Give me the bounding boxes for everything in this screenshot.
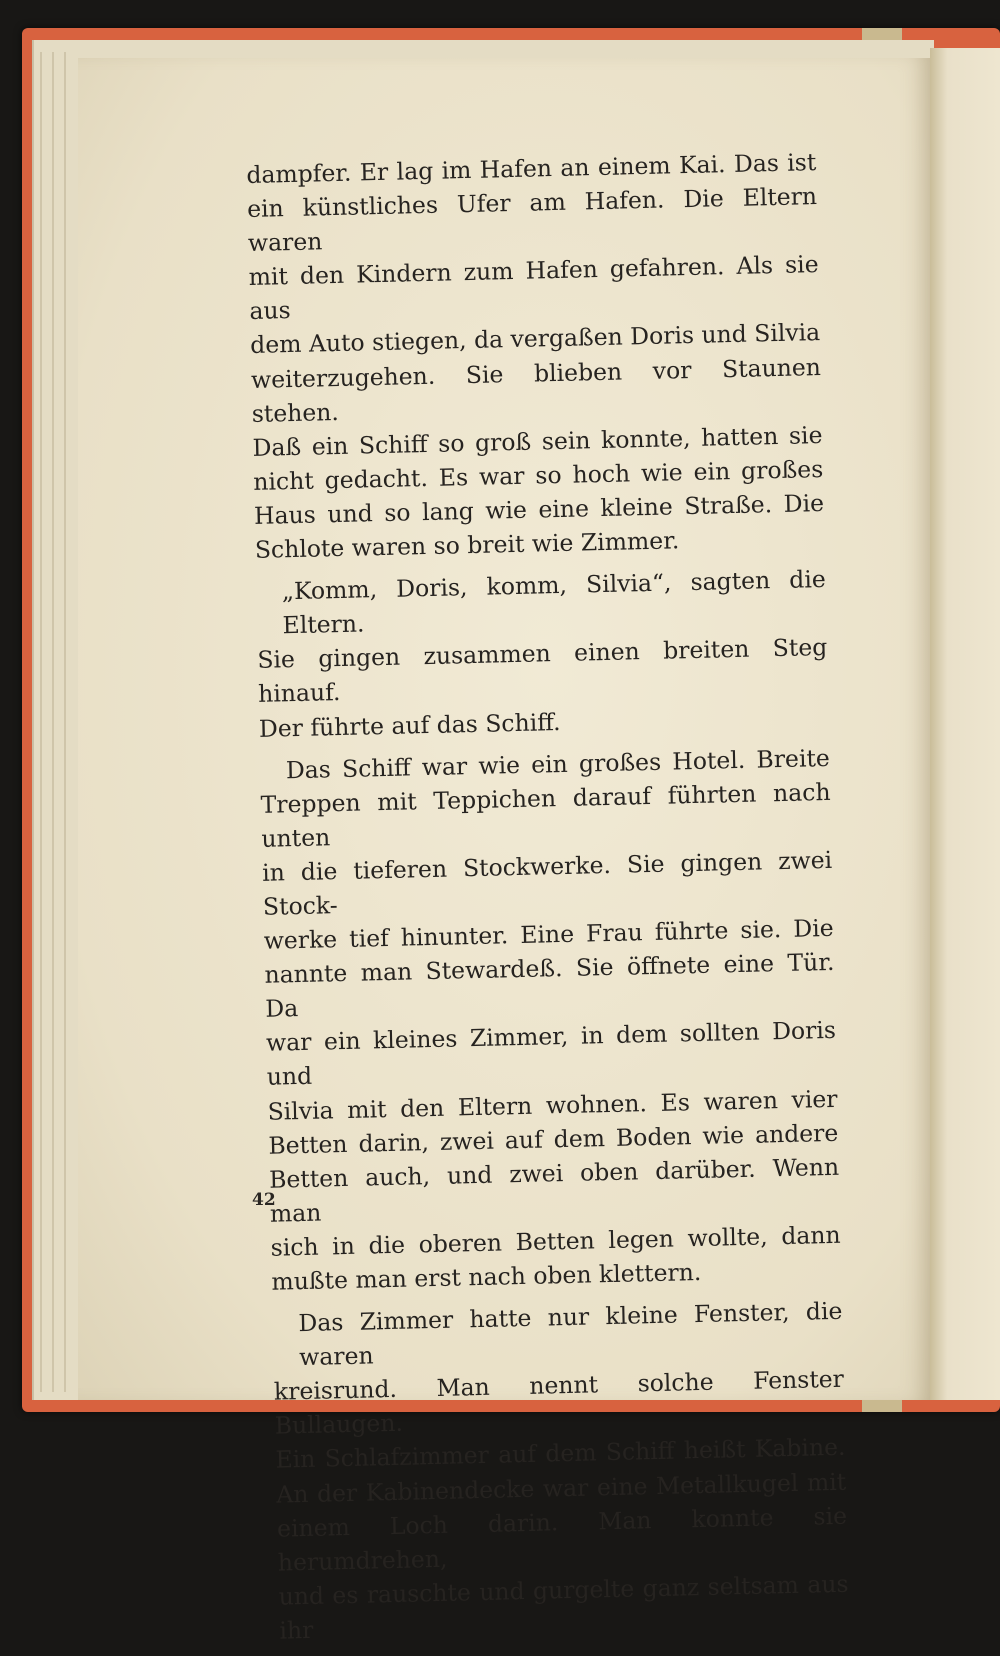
page-text xyxy=(246,145,850,1656)
text-line: Haus und so lang wie eine kleine Straße. Die xyxy=(253,488,825,530)
text-line: Daß ein Schiff so groß sein konnte, hatten sie xyxy=(252,420,823,462)
text-line: in die tieferen Stockwerke. Sie gingen zwei Stock- xyxy=(261,845,833,921)
text-line: ein künstliches Ufer am Hafen. Die Eltern waren xyxy=(246,182,818,258)
paragraph-4 xyxy=(272,1294,850,1648)
text-line: Treppen mit Teppichen darauf führten nach unten xyxy=(260,777,831,853)
text-line: Sie gingen zusammen einen breiten Steg hinauf. xyxy=(257,633,828,709)
text-line: werke tief hinunter. Eine Frau führte sie. Die xyxy=(263,913,834,955)
page-edge-line xyxy=(40,52,42,1392)
text-line: kreisrund. Man nennt solche Fenster Bullaugen. xyxy=(273,1365,845,1441)
facing-page-edge xyxy=(930,48,1000,1400)
text-line: Betten darin, zwei auf dem Boden wie andere xyxy=(268,1118,839,1160)
page-edge-line xyxy=(64,52,66,1392)
page-number: 42 xyxy=(252,1190,276,1210)
text-line: Das Zimmer hatte nur kleine Fenster, die waren xyxy=(298,1296,843,1372)
text-line: „Komm, Doris, komm, Silvia“, sagten die Eltern. xyxy=(281,565,827,640)
text-line: Der führte auf das Schiff. xyxy=(258,707,561,743)
text-line: nicht gedacht. Es war so hoch wie ein großes xyxy=(253,454,824,496)
paragraph-3 xyxy=(260,741,842,1299)
paragraph-2 xyxy=(255,562,829,745)
text-line: dampfer. Er lag im Hafen an einem Kai. Das ist xyxy=(246,148,817,189)
text-line: Betten auch, und zwei oben darüber. Wenn man xyxy=(268,1152,840,1228)
text-line: Ein Schlafzimmer auf dem Schiff heißt Kabine. xyxy=(275,1433,846,1475)
text-line: weiterzugehen. Sie blieben vor Staunen stehen. xyxy=(250,352,822,428)
text-line: mit den Kindern zum Hafen gefahren. Als sie aus xyxy=(248,250,819,326)
text-line: einem Loch darin. Man konnte sie herumdrehen, xyxy=(276,1501,848,1577)
text-line: nannte man Stewardeß. Sie öffnete eine Tür. Da xyxy=(264,948,835,1024)
page-edge-line xyxy=(52,52,54,1392)
text-line: An der Kabinendecke war eine Metallkugel mit xyxy=(276,1467,847,1509)
text-line: mußte man erst nach oben klettern. xyxy=(271,1257,702,1296)
text-line: Silvia mit den Eltern wohnen. Es waren vier xyxy=(267,1084,838,1126)
text-line: war ein kleines Zimmer, in dem sollten Doris und xyxy=(265,1016,837,1092)
text-line: und es rauschte und gurgelte ganz seltsam aus ihr xyxy=(278,1569,849,1645)
text-line: sich in die oberen Betten legen wollte, dann xyxy=(270,1220,841,1262)
text-line: dem Auto stiegen, da vergaßen Doris und Silvia xyxy=(249,318,821,360)
paragraph-1 xyxy=(246,145,825,567)
text-line: Das Schiff war wie ein großes Hotel. Breite xyxy=(285,743,831,784)
text-line: Schlote waren so breit wie Zimmer. xyxy=(254,526,680,564)
